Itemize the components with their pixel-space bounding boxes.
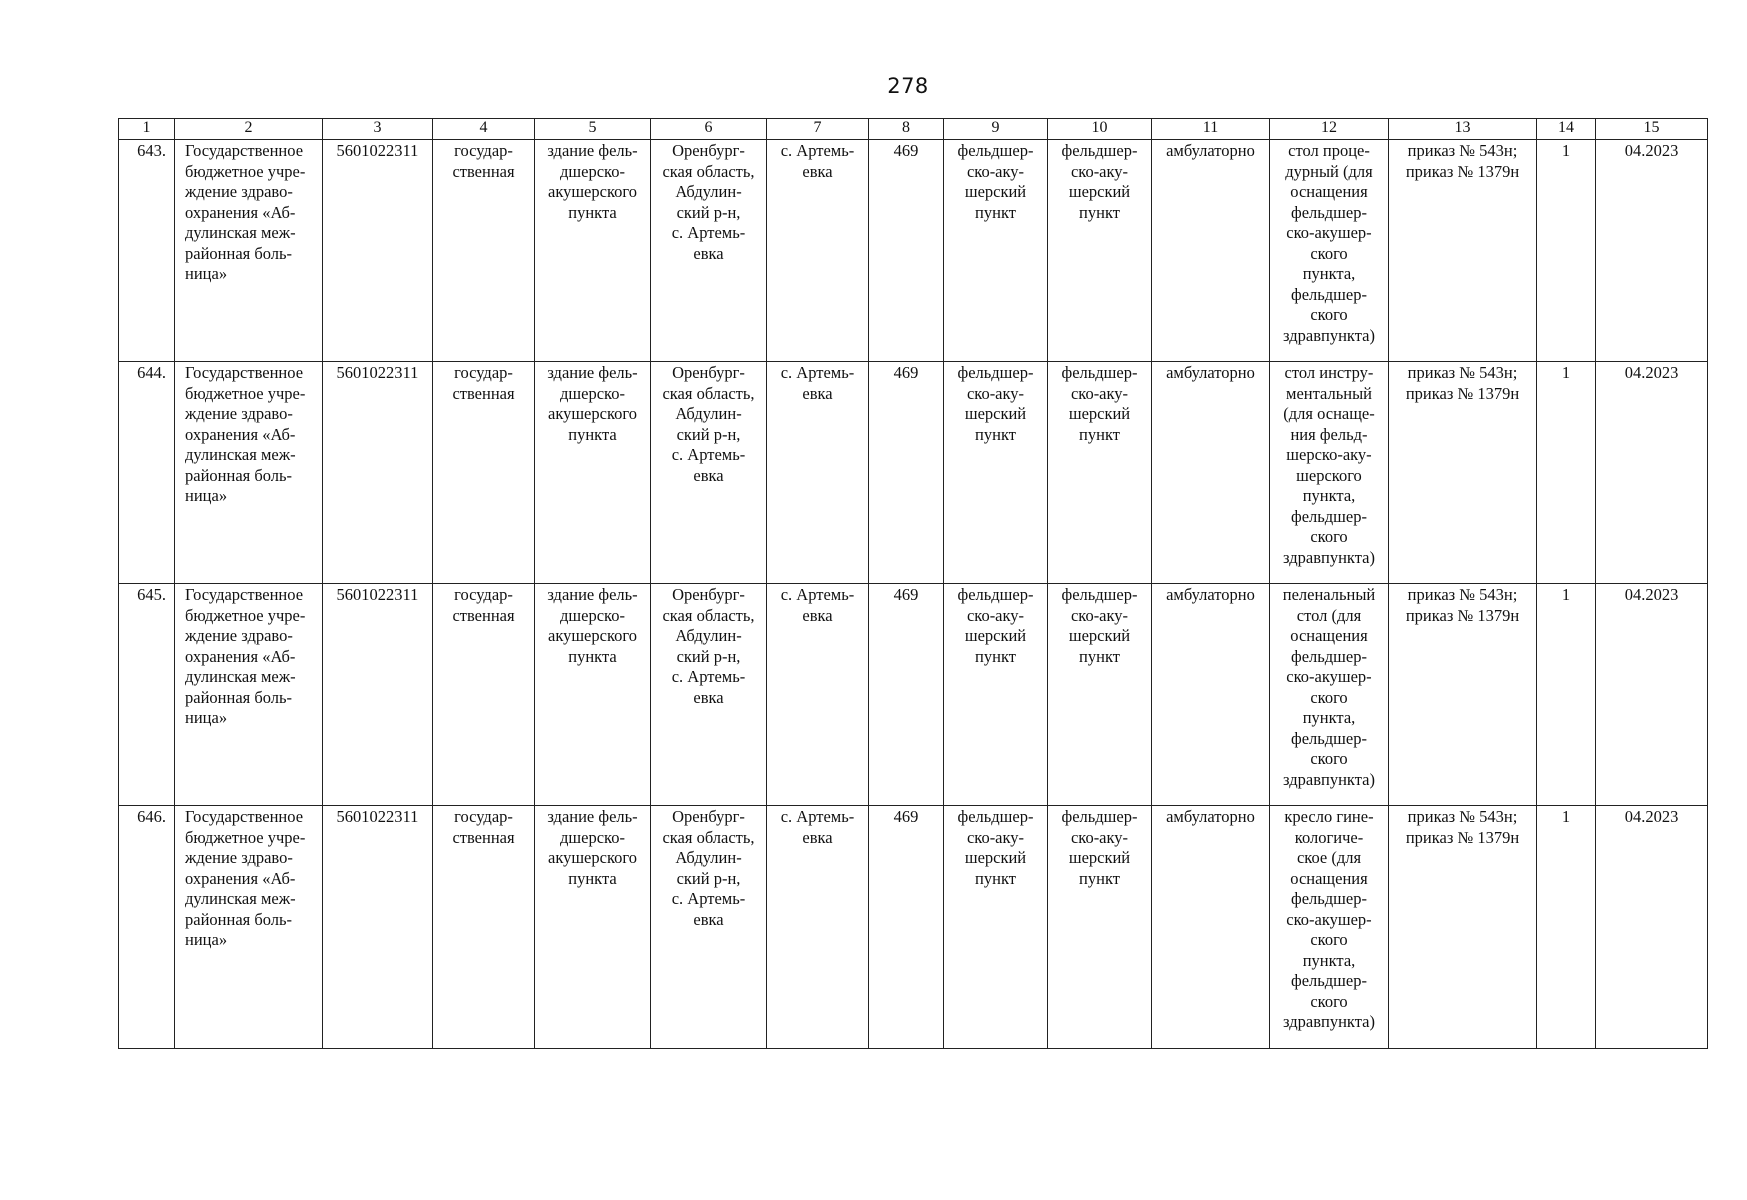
inn-cell (323, 584, 433, 806)
care-form: амбулаторно (1166, 807, 1255, 826)
quantity-cell (1537, 362, 1596, 584)
inn-cell (323, 140, 433, 362)
order: приказ № 543н; приказ № 1379н (1405, 141, 1520, 181)
address: Оренбург- ская область, Абдулин- ский р-н, с. Артемь- евка (662, 363, 755, 485)
code-cell (869, 140, 944, 362)
inn: 5601022311 (336, 141, 419, 160)
facility-type-cell (944, 362, 1048, 584)
equipment: стол инстру- ментальный (для оснаще- ния фельд- шерско-аку- шерского пункта, фельдшер- ского здравпункта) (1283, 363, 1375, 567)
table-row (119, 806, 1708, 1049)
row-number: 643. (137, 141, 166, 160)
organization-name: Государственное бюджетное учре- ждение здраво- охранения «Аб- дулинская меж- районная боль- ница» (185, 585, 306, 727)
equipment: кресло гине- кологиче- ское (для оснащения фельдшер- ско-акушер- ского пункта, фельдшер- ского здравпункта) (1283, 807, 1375, 1031)
ownership: государ- ственная (452, 363, 515, 403)
settlement: с. Артемь- евка (780, 141, 855, 181)
order-cell (1389, 584, 1537, 806)
quantity: 1 (1561, 585, 1571, 604)
equipment-cell (1270, 140, 1389, 362)
table-row (119, 584, 1708, 806)
table-row (119, 362, 1708, 584)
order: приказ № 543н; приказ № 1379н (1405, 585, 1520, 625)
ownership-cell (433, 362, 535, 584)
equipment: пеленальный стол (для оснащения фельдшер- ско-акушер- ского пункта, фельдшер- ского здравпункта) (1282, 585, 1376, 789)
address-cell (651, 140, 767, 362)
building: здание фель- дшерско- акушерского пункта (547, 141, 638, 222)
care-form: амбулаторно (1166, 141, 1255, 160)
date-cell (1596, 362, 1708, 584)
inn-cell (323, 806, 433, 1049)
address-cell (651, 362, 767, 584)
ownership: государ- ственная (452, 141, 515, 181)
inn: 5601022311 (336, 585, 419, 604)
organization-name: Государственное бюджетное учре- ждение здраво- охранения «Аб- дулинская меж- районная боль- ница» (185, 141, 306, 283)
building: здание фель- дшерско- акушерского пункта (547, 363, 638, 444)
unit-cell (1048, 806, 1152, 1049)
settlement-cell (767, 140, 869, 362)
quantity-cell (1537, 584, 1596, 806)
organization-cell (175, 584, 323, 806)
facility-type: фельдшер- ско-аку- шерский пункт (957, 141, 1034, 222)
date: 04.2023 (1624, 807, 1679, 826)
building-cell (535, 362, 651, 584)
row-number-cell (119, 362, 175, 584)
code-cell (869, 362, 944, 584)
column-header: 10 (1048, 119, 1152, 140)
unit: фельдшер- ско-аку- шерский пункт (1061, 807, 1138, 888)
settlement-cell (767, 362, 869, 584)
equipment-cell (1270, 584, 1389, 806)
row-number: 645. (137, 585, 166, 604)
column-header: 4 (433, 119, 535, 140)
column-header: 11 (1152, 119, 1270, 140)
settlement: с. Артемь- евка (780, 807, 855, 847)
quantity: 1 (1561, 141, 1571, 160)
quantity-cell (1537, 806, 1596, 1049)
facility-type: фельдшер- ско-аку- шерский пункт (957, 363, 1034, 444)
settlement-cell (767, 806, 869, 1049)
building: здание фель- дшерско- акушерского пункта (547, 807, 638, 888)
quantity-cell (1537, 140, 1596, 362)
unit-cell (1048, 140, 1152, 362)
settlement-cell (767, 584, 869, 806)
care-form-cell (1152, 584, 1270, 806)
quantity: 1 (1561, 807, 1571, 826)
table-row (119, 140, 1708, 362)
unit: фельдшер- ско-аку- шерский пункт (1061, 363, 1138, 444)
ownership-cell (433, 806, 535, 1049)
column-header: 5 (535, 119, 651, 140)
ownership-cell (433, 584, 535, 806)
column-header: 15 (1596, 119, 1708, 140)
building: здание фель- дшерско- акушерского пункта (547, 585, 638, 666)
address: Оренбург- ская область, Абдулин- ский р-н, с. Артемь- евка (662, 807, 755, 929)
unit: фельдшер- ско-аку- шерский пункт (1061, 585, 1138, 666)
equipment-cell (1270, 362, 1389, 584)
address: Оренбург- ская область, Абдулин- ский р-н, с. Артемь- евка (662, 141, 755, 263)
organization-name: Государственное бюджетное учре- ждение здраво- охранения «Аб- дулинская меж- районная боль- ница» (185, 807, 306, 949)
address: Оренбург- ская область, Абдулин- ский р-н, с. Артемь- евка (662, 585, 755, 707)
care-form-cell (1152, 140, 1270, 362)
column-header: 12 (1270, 119, 1389, 140)
order: приказ № 543н; приказ № 1379н (1405, 807, 1520, 847)
unit-cell (1048, 584, 1152, 806)
organization-name: Государственное бюджетное учре- ждение здраво- охранения «Аб- дулинская меж- районная боль- ница» (185, 363, 306, 505)
row-number: 646. (137, 807, 166, 826)
column-header: 14 (1537, 119, 1596, 140)
facility-type: фельдшер- ско-аку- шерский пункт (957, 585, 1034, 666)
order-cell (1389, 140, 1537, 362)
ownership: государ- ственная (452, 585, 515, 625)
code: 469 (893, 585, 919, 604)
column-header: 7 (767, 119, 869, 140)
ownership-cell (433, 140, 535, 362)
date: 04.2023 (1624, 363, 1679, 382)
care-form-cell (1152, 362, 1270, 584)
care-form-cell (1152, 806, 1270, 1049)
order-cell (1389, 362, 1537, 584)
address-cell (651, 584, 767, 806)
facility-type-cell (944, 584, 1048, 806)
row-number-cell (119, 140, 175, 362)
settlement: с. Артемь- евка (780, 363, 855, 403)
date-cell (1596, 584, 1708, 806)
ownership: государ- ственная (452, 807, 515, 847)
address-cell (651, 806, 767, 1049)
building-cell (535, 140, 651, 362)
code: 469 (893, 363, 919, 382)
row-number-cell (119, 806, 175, 1049)
care-form: амбулаторно (1166, 363, 1255, 382)
column-header: 2 (175, 119, 323, 140)
code-cell (869, 584, 944, 806)
building-cell (535, 584, 651, 806)
quantity: 1 (1561, 363, 1571, 382)
column-header: 3 (323, 119, 433, 140)
date: 04.2023 (1624, 141, 1679, 160)
organization-cell (175, 362, 323, 584)
inn: 5601022311 (336, 807, 419, 826)
inn: 5601022311 (336, 363, 419, 382)
row-number: 644. (137, 363, 166, 382)
unit-cell (1048, 362, 1152, 584)
page-number: 278 (887, 74, 929, 98)
column-header: 8 (869, 119, 944, 140)
settlement: с. Артемь- евка (780, 585, 855, 625)
equipment-registry-table (118, 118, 1708, 1049)
facility-type: фельдшер- ско-аку- шерский пункт (957, 807, 1034, 888)
organization-cell (175, 140, 323, 362)
facility-type-cell (944, 806, 1048, 1049)
date: 04.2023 (1624, 585, 1679, 604)
column-number-row (119, 119, 1708, 140)
column-header: 13 (1389, 119, 1537, 140)
code: 469 (893, 141, 919, 160)
code: 469 (893, 807, 919, 826)
code-cell (869, 806, 944, 1049)
equipment-cell (1270, 806, 1389, 1049)
column-header: 9 (944, 119, 1048, 140)
date-cell (1596, 806, 1708, 1049)
equipment: стол проце- дурный (для оснащения фельдшер- ско-акушер- ского пункта, фельдшер- ского здравпункта) (1283, 141, 1375, 345)
facility-type-cell (944, 140, 1048, 362)
organization-cell (175, 806, 323, 1049)
column-header: 6 (651, 119, 767, 140)
order: приказ № 543н; приказ № 1379н (1405, 363, 1520, 403)
care-form: амбулаторно (1166, 585, 1255, 604)
inn-cell (323, 362, 433, 584)
column-header: 1 (119, 119, 175, 140)
building-cell (535, 806, 651, 1049)
date-cell (1596, 140, 1708, 362)
row-number-cell (119, 584, 175, 806)
unit: фельдшер- ско-аку- шерский пункт (1061, 141, 1138, 222)
order-cell (1389, 806, 1537, 1049)
